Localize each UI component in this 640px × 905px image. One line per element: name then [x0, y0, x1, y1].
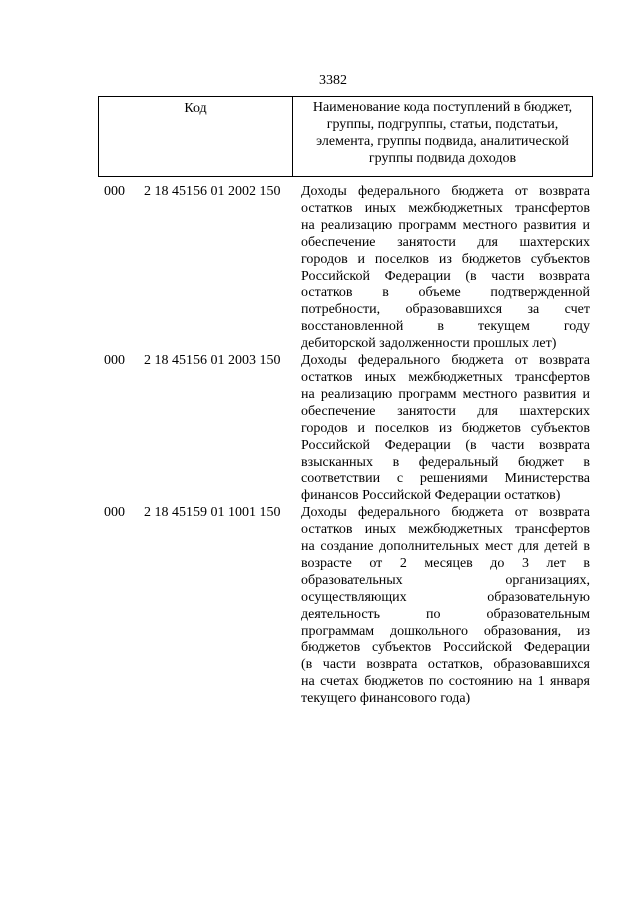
description-line: на реализацию программ местного развития и	[301, 386, 590, 402]
table-row	[104, 184, 594, 353]
description-line: остатков иных межбюджетных трансфертов	[301, 522, 590, 538]
description-line: Доходы федерального бюджета от возврата	[301, 353, 590, 369]
description-line: программам дошкольного образования, из	[301, 623, 590, 639]
description-line: дебиторской задолженности прошлых лет)	[301, 336, 557, 352]
description-line: осуществляющих образовательную	[301, 589, 590, 605]
header-code-column: Код	[99, 97, 293, 176]
description-line: Российской Федерации (в части возврата	[301, 437, 590, 453]
description-line: обеспечение занятости для шахтерских	[301, 234, 590, 250]
revenue-description	[301, 184, 590, 353]
admin-code: 000	[104, 505, 125, 521]
description-line: на реализацию программ местного развития и	[301, 217, 590, 233]
header-name-column	[293, 97, 592, 176]
description-line: текущего финансового года)	[301, 691, 471, 707]
description-line: на счетах бюджетов по состоянию на 1 января	[301, 674, 590, 690]
description-line: на создание дополнительных мест для детей в	[301, 539, 590, 555]
revenue-code: 2 18 45156 01 2003 150	[144, 353, 281, 369]
description-line: (в части возврата остатков, образовавшихся	[301, 657, 590, 673]
description-line: остатков иных межбюджетных трансфертов	[301, 369, 590, 385]
admin-code: 000	[104, 353, 125, 369]
description-line: Доходы федерального бюджета от возврата	[301, 184, 590, 199]
admin-code: 000	[104, 184, 125, 199]
header-name-line: группы, подгруппы, статьи, подстатьи,	[326, 117, 559, 132]
description-line: финансов Российской Федерации остатков)	[301, 488, 561, 504]
description-line: потребности, образовавшихся за счет	[301, 302, 590, 318]
revenue-code: 2 18 45156 01 2002 150	[144, 184, 281, 199]
description-line: возрасте от 2 месяцев до 3 лет в	[301, 555, 590, 571]
revenue-code: 2 18 45159 01 1001 150	[144, 505, 281, 521]
description-line: Доходы федерального бюджета от возврата	[301, 505, 590, 521]
table-row	[104, 505, 594, 708]
description-line: образовательных организациях,	[301, 572, 590, 588]
description-line: остатков в объеме подтвержденной	[301, 285, 590, 301]
description-line: деятельность по образовательным	[301, 606, 590, 622]
page-number: 3382	[319, 73, 347, 88]
revenue-description	[301, 505, 590, 708]
revenue-description	[301, 353, 590, 505]
description-line: городов и поселков из бюджетов субъектов	[301, 420, 590, 436]
description-line: соответствии с решениями Министерства	[301, 471, 590, 487]
description-line: Российской Федерации (в части возврата	[301, 268, 590, 284]
description-line: взысканных в федеральный бюджет в	[301, 454, 590, 470]
description-line: восстановленной в текущем году	[301, 319, 590, 335]
description-line: остатков иных межбюджетных трансфертов	[301, 200, 590, 216]
table-body	[104, 184, 594, 708]
table-row	[104, 353, 594, 505]
header-name-line: элемента, группы подвида, аналитической	[316, 134, 569, 149]
description-line: обеспечение занятости для шахтерских	[301, 403, 590, 419]
description-line: бюджетов субъектов Российской Федерации	[301, 640, 590, 656]
description-line: городов и поселков из бюджетов субъектов	[301, 251, 590, 267]
table-header	[98, 96, 593, 177]
header-name-line: группы подвида доходов	[368, 151, 517, 166]
header-name-line: Наименование кода поступлений в бюджет,	[312, 100, 573, 115]
